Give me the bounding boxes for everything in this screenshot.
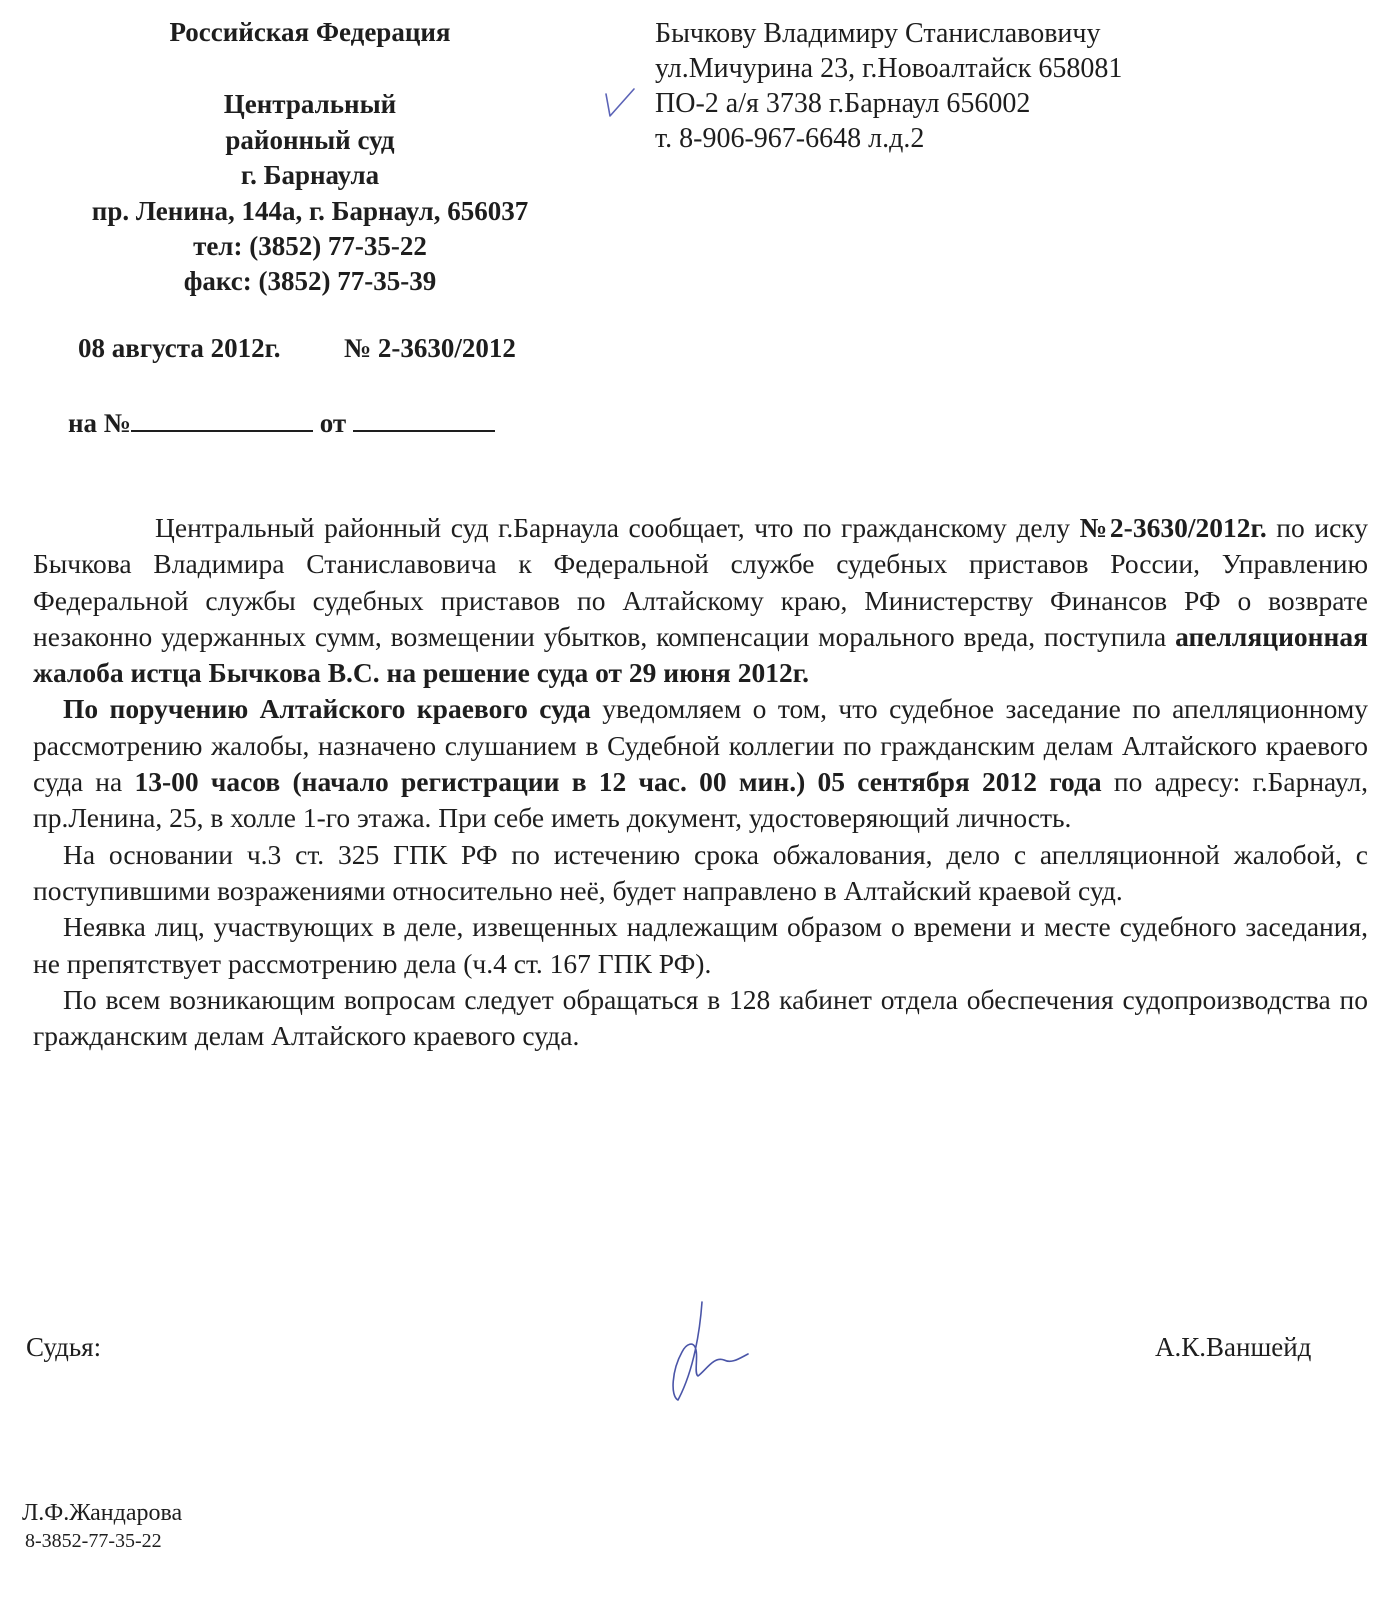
reply-to-label: на № xyxy=(68,408,131,438)
case-number: № 2-3630/2012 xyxy=(344,333,516,363)
recipient-address-2: ПО-2 а/я 3738 г.Барнаул 656002 xyxy=(655,88,1031,119)
court-name-line1: Центральный xyxy=(223,89,397,119)
check-mark-icon xyxy=(603,86,637,122)
judge-name: А.К.Ваншейд xyxy=(1155,1332,1312,1362)
paragraph-appeal-notice: Центральный районный суд г.Барнаула сообщает, что по гражданскому делу №2-3630/2012г. по иску Бычкова Владимира Станиславовича к Федеральной службе судебных приставов России, Управлению Федеральной службы судебных приставов по Алтайскому краю, Министерству Финансов РФ о возврате незаконно удержанных сумм, возмещении убытков, компенсации морального вреда, поступила апелляционная жалоба истца Бычкова В.С. на решение суда от 29 июня 2012г. xyxy=(33,512,1368,689)
country-name: Российская Федерация xyxy=(169,17,451,47)
recipient-phone: т. 8-906-967-6648 л.д.2 xyxy=(655,123,925,154)
recipient-address-1: ул.Мичурина 23, г.Новоалтайск 658081 xyxy=(655,53,1123,84)
signature-icon xyxy=(650,1300,760,1405)
paragraph-case-transfer: На основании ч.3 ст. 325 ГПК РФ по истечению срока обжалования, дело с апелляционной жалобой, с поступившими возражениями относительно неё, будет направлено в Алтайский краевой суд. xyxy=(33,838,1368,906)
letter-date: 08 августа 2012г. xyxy=(78,333,281,363)
reply-number-blank xyxy=(131,404,313,432)
executor-phone: 8-3852-77-35-22 xyxy=(25,1530,162,1552)
paragraph-contact-office: По всем возникающим вопросам следует обращаться в 128 кабинет отдела обеспечения судопроизводства по гражданским делам Алтайского краевого суда. xyxy=(33,983,1368,1052)
paragraph-absence-rule: Неявка лиц, участвующих в деле, извещенных надлежащим образом о времени и месте судебного заседания, не препятствует рассмотрению дела (ч.4 ст. 167 ГПК РФ). xyxy=(33,911,1368,979)
paragraph-hearing-schedule: По поручению Алтайского краевого суда уведомляем о том, что судебное заседание по апелляционному рассмотрению жалобы, назначено слушанием в Судебной коллегии по гражданским делам Алтайского краевого суда на 13-00 часов (начало регистрации в 12 час. 00 мин.) 05 сентября 2012 года по адресу: г.Барнаул, пр.Ленина, 25, в холле 1-го этажа. При себе иметь документ, удостоверяющий личность. xyxy=(33,693,1368,834)
reply-reference xyxy=(68,404,495,439)
recipient-name: Бычкову Владимиру Станиславовичу xyxy=(655,18,1101,49)
judge-label: Судья: xyxy=(26,1332,102,1362)
from-label: от xyxy=(319,408,347,438)
court-phone: тел: (3852) 77-35-22 xyxy=(193,231,427,261)
court-name-line2: районный суд xyxy=(225,125,395,155)
reply-date-blank xyxy=(353,404,495,432)
court-fax: факс: (3852) 77-35-39 xyxy=(183,266,437,296)
letter-body xyxy=(33,510,1368,1054)
court-name-line3: г. Барнаула xyxy=(240,160,380,190)
executor-name: Л.Ф.Жандарова xyxy=(22,1500,183,1526)
court-address: пр. Ленина, 144а, г. Барнаул, 656037 xyxy=(91,196,529,226)
